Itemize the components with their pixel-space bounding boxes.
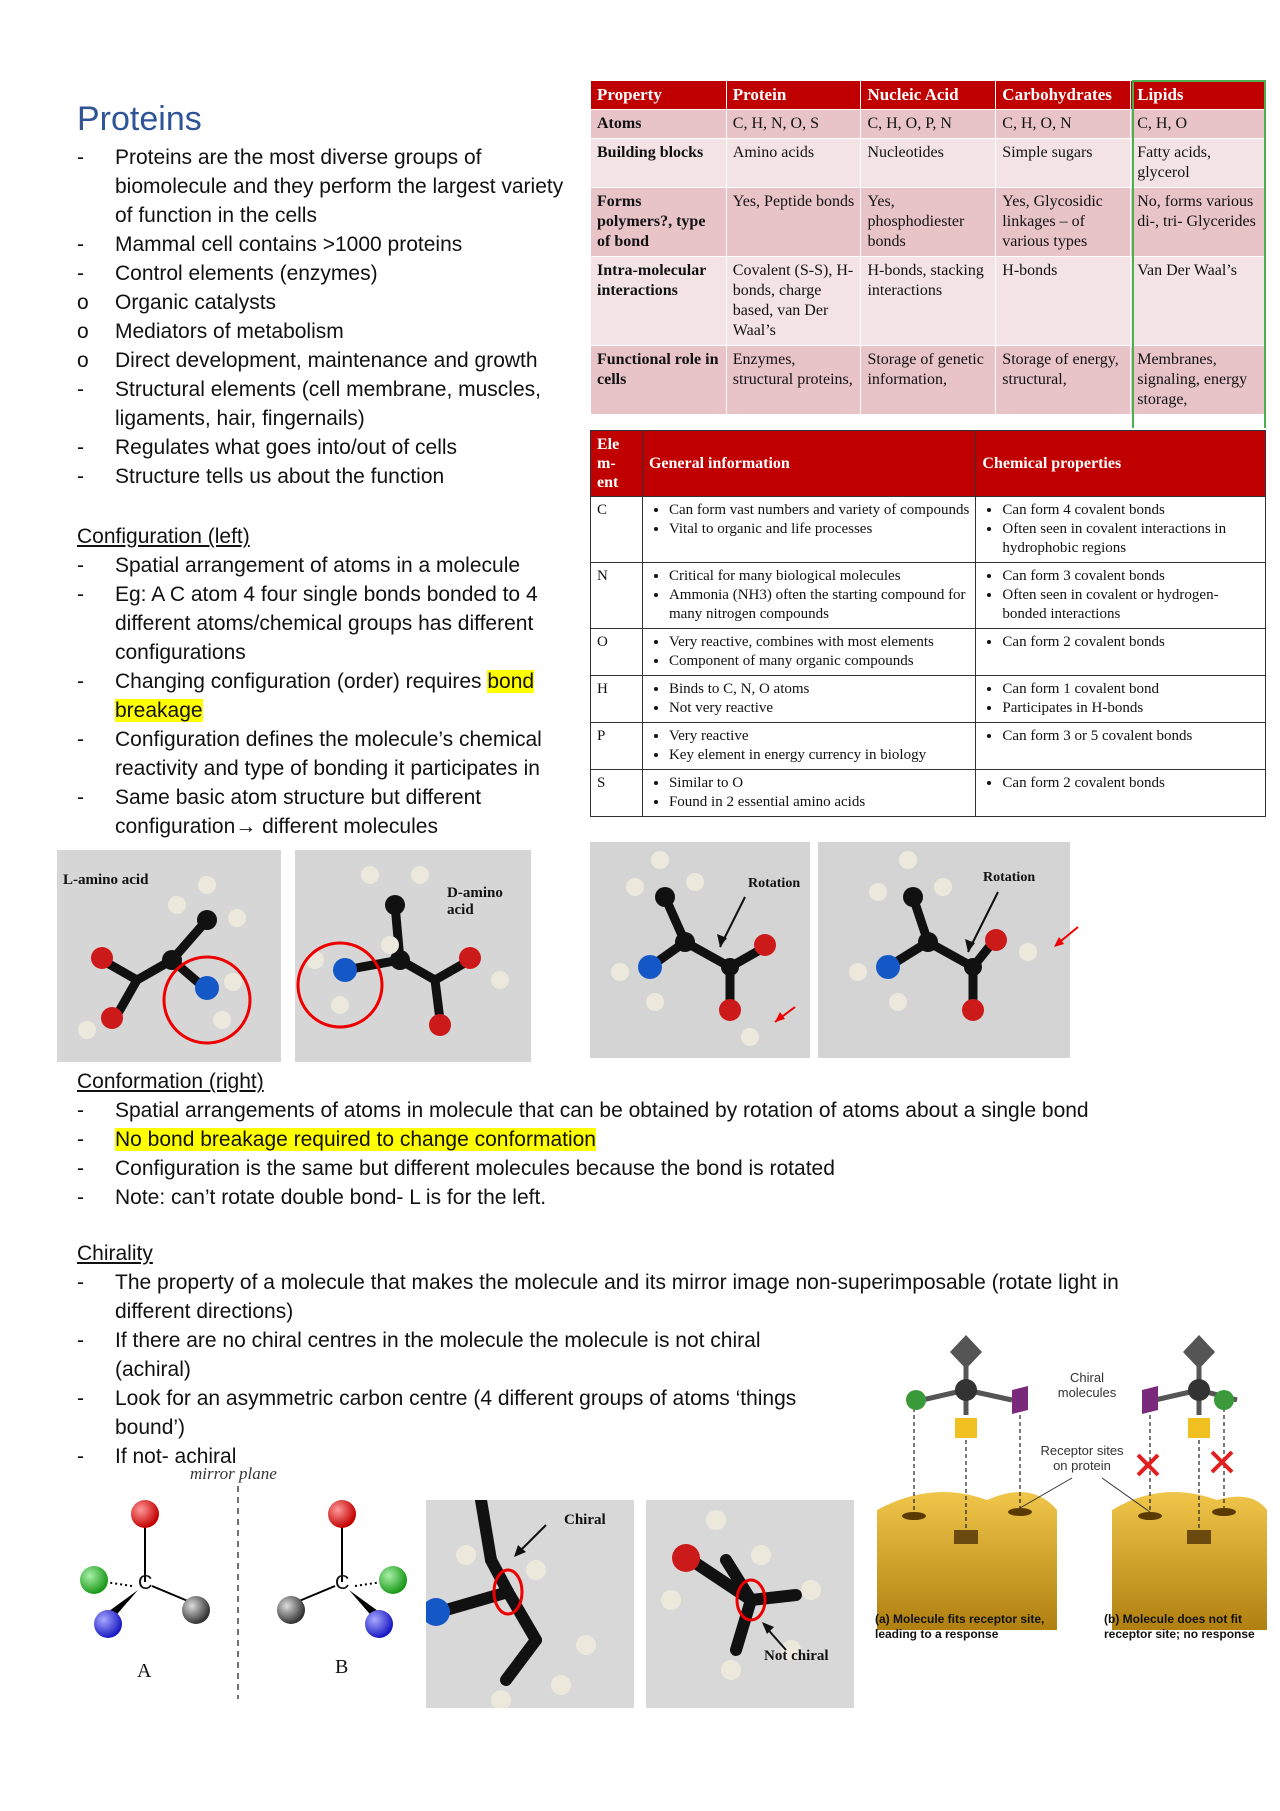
rotation-photo-1 [590,842,810,1058]
list-item: - If there are no chiral centres in the molecule the molecule is not chiral (achiral) [77,1329,761,1381]
d-amino-acid-label: D-amino acid [447,885,503,918]
list-item: - Structure tells us about the function [77,465,445,488]
table-header-row: Ele m- ent General information Chemical properties [591,431,1266,497]
list-item: - Mammal cell contains >1000 proteins [77,233,463,256]
page-title: Proteins [77,100,202,138]
caption-a: (a) Molecule fits receptor site, leading to a response [875,1612,1045,1641]
list-item: - Regulates what goes into/out of cells [77,436,458,459]
highlight: No bond breakage required to change conformation [115,1128,596,1151]
list-item: o Organic catalysts [77,291,277,314]
list-item: - Configuration defines the molecule’s chemical reactivity and type of bonding it participates in [77,728,542,780]
receptor-diagram [872,1330,1270,1670]
conformation-list [77,1096,1257,1212]
rotation-photo-2 [818,842,1070,1058]
list-item: - The property of a molecule that makes the molecule and its mirror image non-superimposable (rotate light in different directions) [77,1271,1119,1323]
table-row: Atoms C, H, N, O, S C, H, O, P, N C, H, O, N C, H, O [591,110,1266,139]
red-arrow-icon [1050,925,1080,955]
intro-list [77,143,567,491]
molecule-label-b: B [335,1656,349,1678]
table-row: C • Can form vast numbers and variety of compounds • Vital to organic and life processes • Can form 4 covalent bonds • Often seen in covalent interactions in hydrophobic regions [591,497,1266,563]
table-row: H • Binds to C, N, O atoms • Not very reactive • Can form 1 covalent bond • Participates in H-bonds [591,676,1266,723]
caption-b: (b) Molecule does not fit receptor site; no response [1104,1612,1255,1641]
rotation-label-1: Rotation [748,876,801,891]
table-row: N • Critical for many biological molecules • Ammonia (NH3) often the starting compound for many nitrogen compounds • Can form 3 covalent bonds • Often seen in covalent or hydrogen-bonded interactions [591,563,1266,629]
list-item: - Spatial arrangements of atoms in molecule that can be obtained by rotation of atoms about a single bond [77,1099,1089,1122]
list-item: - Note: can’t rotate double bond- L is for the left. [77,1186,547,1209]
chirality-list-1 [77,1268,1187,1326]
list-item: - Proteins are the most diverse groups of biomolecule and they perform the largest variety of function in the cells [77,146,564,227]
rotation-label-2: Rotation [983,870,1036,885]
list-item: - Configuration is the same but different molecules because the bond is rotated [77,1157,835,1180]
elements-table [590,430,1266,817]
not-chiral-label: Not chiral [764,1648,829,1664]
table-row: Intra-molecular interactions Covalent (S-S), H-bonds, charge based, van Der Waal’s H-bonds, stacking interactions H-bonds Van Der Waal’s [591,257,1266,346]
properties-table-wrap [590,80,1266,428]
l-amino-acid-photo [57,850,281,1062]
receptor-sites-label: Receptor sites on protein [1040,1443,1124,1473]
list-item: o Mediators of metabolism [77,320,344,343]
carbon-label-a: C [138,1572,153,1594]
chirality-heading: Chirality [77,1242,153,1265]
configuration-list [77,551,567,841]
list-item: - Changing configuration (order) requires bond breakage [77,670,535,722]
chiral-photo [426,1500,634,1708]
list-item: o Direct development, maintenance and growth [77,349,538,372]
chiral-molecules-label: Chiral molecules [1057,1370,1117,1400]
chiral-label: Chiral [564,1512,606,1528]
table-row: Forms polymers?, type of bond Yes, Peptide bonds Yes, phosphodiester bonds Yes, Glycosidic linkages – of various types No, forms various di-, tri- Glycerides [591,188,1266,257]
carbon-label-b: C [335,1572,350,1594]
lipids-column-outline [1132,80,1266,428]
list-item: - Same basic atom structure but different configuration→ different molecules [77,786,482,838]
d-amino-acid-photo [295,850,531,1062]
mirror-plane-label: mirror plane [190,1464,277,1483]
list-item: - Eg: A C atom 4 four single bonds bonded to 4 different atoms/chemical groups has different configurations [77,583,538,664]
table-row: Functional role in cells Enzymes, structural proteins, Storage of genetic information, Storage of energy, structural, Membranes, signaling, energy storage, [591,346,1266,415]
table-row: S • Similar to O • Found in 2 essential amino acids • Can form 2 covalent bonds [591,770,1266,817]
conformation-heading: Conformation (right) [77,1070,264,1093]
molecule-label-a: A [137,1660,152,1682]
list-item: - If not- achiral [77,1445,237,1468]
highlight: bond breakage [115,670,535,722]
l-amino-acid-label: L-amino acid [63,872,149,888]
table-header-row: Property Protein Nucleic Acid Carbohydrates Lipids [591,81,1266,110]
table-row: P • Very reactive • Key element in energy currency in biology • Can form 3 or 5 covalent bonds [591,723,1266,770]
list-item: - No bond breakage required to change conformation [77,1128,596,1151]
not-chiral-photo [646,1500,854,1708]
mirror-plane-diagram [70,1464,420,1704]
list-item: - Look for an asymmetric carbon centre (4 different groups of atoms ‘things bound’) [77,1387,797,1439]
chirality-list-2 [77,1326,837,1471]
table-row: Building blocks Amino acids Nucleotides Simple sugars Fatty acids, glycerol [591,139,1266,188]
configuration-heading: Configuration (left) [77,525,250,548]
list-item: - Spatial arrangement of atoms in a molecule [77,554,521,577]
list-item: - Control elements (enzymes) [77,262,378,285]
table-row: O • Very reactive, combines with most elements • Component of many organic compounds • Can form 2 covalent bonds [591,629,1266,676]
list-item: - Structural elements (cell membrane, muscles, ligaments, hair, fingernails) [77,378,541,430]
